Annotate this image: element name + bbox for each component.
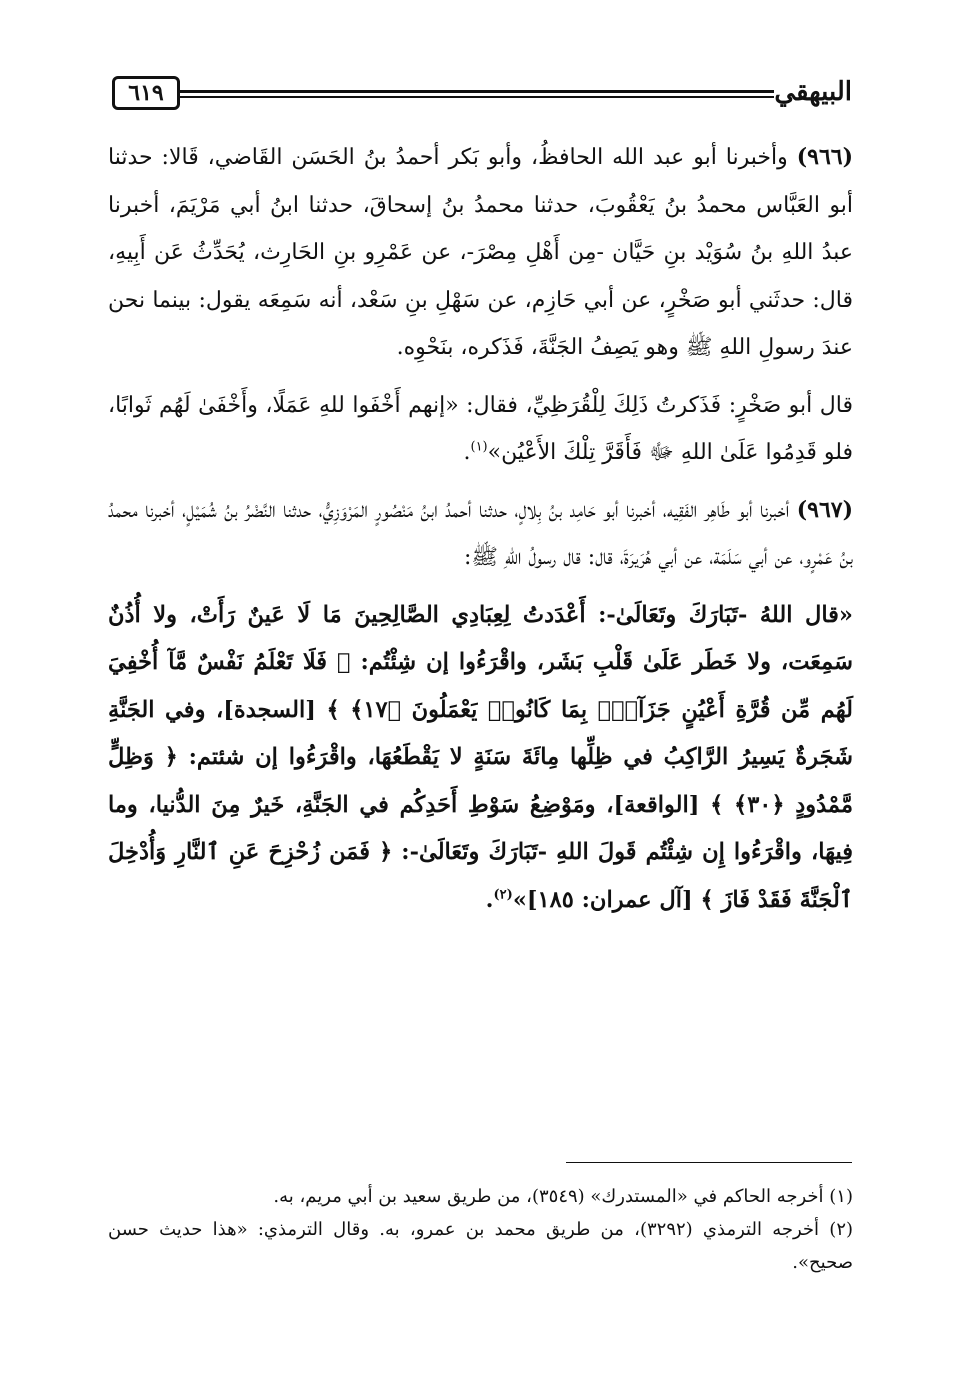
footnote-1: (١) أخرجه الحاكم في «المستدرك» (٣٥٤٩)، من طريق سعيد بن أبي مريم، به. xyxy=(273,1186,853,1207)
paragraph-text: أخبرنا أبو طَاهِر الفَقِيه، أخبرنا أبو حَامِد بنُ بِلالٍ، حدثنا أحمدُ ابنُ مَنْصُورٍ المَرْوَزِيُّ، حدثنا النَّضْرُ بنُ شُمَيْلٍ، أخبرنا محمدُ بنُ عَمْرٍو، عن أبي سَلَمَة، عن أبي هُرَيرَةَ، قال: قال رسولُ اللهِ ﷺ: xyxy=(108,497,853,570)
paragraph-text: وأخبرنا أبو عبد الله الحافظُ، وأبو بَكر أحمدُ بنُ الحَسَن القَاضي، قَالا: حدثنا أبو العَبَّاس محمدُ بنُ يَعْقُوبَ، حدثنا محمدُ بنُ إسحاقَ، حدثنا ابنُ أبي مَرْيَمَ، أخبرنا عبدُ اللهِ بنُ سُوَيْد بنِ حَيَّان -مِن أَهْلِ مِصْرَ-، عن عَمْرِو بنِ الحَارِث، يُحَدِّثُ عَن أَبِيهِ، قال: حدثَني أبو صَخْرٍ، عن أبي حَازِم، عن سَهْلِ بنِ سَعْد، أنه سَمِعَه يقول: بينما نحن عندَ رسولِ اللهِ ﷺ وهو يَصِفُ الجَنَّةَ، فَذَكره، بنَحْوِه. xyxy=(108,145,853,360)
hadith-number: (٩٦٦) xyxy=(796,144,853,170)
paragraph-tail: . xyxy=(485,886,494,913)
paragraph-text: قال أبو صَخْرٍ: فَذَكرتُ ذَلِكَ لِلْقُرَظِيِّ، فقال: «إنهم أَخْفَوا للهِ عَمَلًا، وأَخْفَىٰ لَهُم ثَوابًا، فلو قَدِمُوا عَلَىٰ اللهِ ﷻ فَأَقَرَّ تِلْكَ الأَعْيُن» xyxy=(108,392,853,465)
paragraph-qurazi xyxy=(108,382,853,477)
footnote-ref-1[interactable]: (١) xyxy=(470,439,488,455)
hadith-number: (٩٦٧) xyxy=(796,496,853,523)
footnotes xyxy=(108,1180,853,1279)
footnote-ref-2[interactable]: (٢) xyxy=(493,887,513,902)
paragraph-967 xyxy=(108,487,853,582)
page-header xyxy=(112,72,852,116)
page-number: ٦١٩ xyxy=(112,76,180,110)
running-title: البيهقي xyxy=(774,77,852,107)
paragraph-tail: . xyxy=(463,440,471,465)
paragraph-hadith-text xyxy=(108,592,853,925)
paragraph-text: «قال اللهُ -تَبَارَكَ وتَعَالَىٰ-: أَعْدَدتُ لِعِبَادِي الصَّالِحِينَ مَا لَا عَينٌ رَأَتْ، ولا أُذُنٌ سَمِعَت، ولا خَطَر عَلَىٰ قَلْبِ بَشَر، واقْرَءُوا إن شِئْتُم: ﴿ فَلَا تَعْلَمُ نَفْسٌ مَّآ أُخْفِيَ لَهُم مِّن قُرَّةِ أَعْيُنٍ جَزَآءًۢ بِمَا كَانُوا۟ يَعْمَلُونَ ﴿١٧﴾ ﴾ [السجدة]، وفي الجَنَّةِ شَجَرةٌ يَسِيرُ الرَّاكِبُ في ظِلِّها مِائَةَ سَنَةٍ لا يَقْطَعُهَا، واقْرَءُوا إن شئتم: ﴿ وَظِلٍّ مَّمْدُودٍ ﴿٣٠﴾ ﴾ [الواقعة]، ومَوْضِعُ سَوْطِ أَحَدِكُم في الجَنَّةِ، خَيرٌ مِنَ الدُّنيا، وما فِيهَا، واقْرَءُوا إِن شِئْتُم قَولَ اللهِ -تَبَارَكَ وتَعَالَىٰ-: ﴿ فَمَن زُحْزِحَ عَنِ ٱلنَّارِ وَأُدْخِلَ ٱلْجَنَّةَ فَقَدْ فَازَ ﴾ [آل عمران: ١٨٥]» xyxy=(108,601,853,913)
paragraph-966 xyxy=(108,134,853,372)
header-rule xyxy=(180,90,774,93)
main-text xyxy=(108,134,853,934)
footnote-divider xyxy=(566,1162,852,1163)
header-rule-thin xyxy=(180,96,774,98)
footnote-2: (٢) أخرجه الترمذي (٣٢٩٢)، من طريق محمد بن عمرو، به. وقال الترمذي: «هذا حديث حسن صحيح». xyxy=(108,1219,854,1273)
